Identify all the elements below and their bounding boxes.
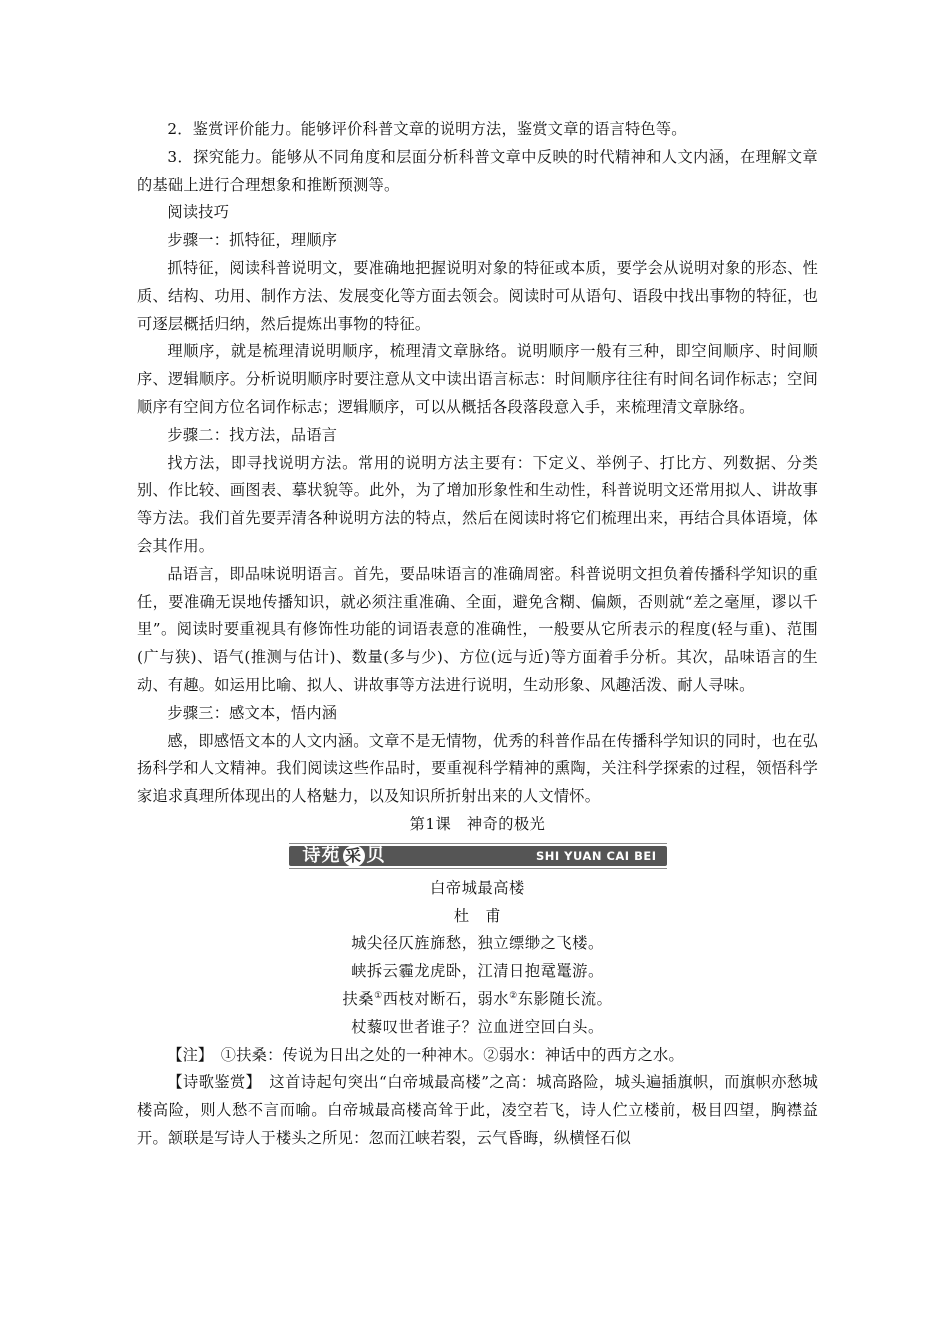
document-page [137, 116, 818, 1153]
paragraph-inquiry-ability: 3．探究能力。能够从不同角度和层面分析科普文章中反映的时代精神和人文内涵，在理解文章的基础上进行合理想象和推断预测等。 [137, 147, 818, 194]
poem-line-1: 城尖径仄旌旆愁，独立缥缈之飞楼。 [351, 934, 604, 953]
footnote-marker-2: ② [509, 990, 518, 1001]
poem-author: 杜 甫 [453, 906, 502, 925]
notes-text: ①扶桑：传说为日出之处的一种神木。②弱水：神话中的西方之水。 [220, 1045, 684, 1064]
heading-step-one: 步骤一：抓特征，理顺序 [167, 231, 338, 250]
poem-line-3-part-a: 扶桑 [342, 989, 375, 1008]
poem-line-3-part-b: 西枝对断石，弱水 [382, 989, 510, 1008]
appreciation-text: 这首诗起句突出“白帝城最高楼”之高：城高路险，城头遍插旗帜，而旗帜亦愁城楼高险，则人愁不言而喻。白帝城最高楼高耸于此，凌空若飞，诗人伫立楼前，极目四望，胸襟益开。颔联是写诗人于楼头之所见：忽而江峡若裂，云气昏晦，纵横怪石似 [137, 1073, 819, 1147]
poem-line-2: 峡拆云霾龙虎卧，江清日抱鼋鼍游。 [351, 962, 604, 981]
heading-reading-skills: 阅读技巧 [167, 203, 230, 222]
poem-line-3-part-c: 东影随长流。 [517, 989, 613, 1008]
paragraph-taste-language: 品语言，即品味说明语言。首先，要品味语言的准确周密。科普说明文担负着传播科学知识的重任，要准确无误地传播知识，就必须注重准确、全面，避免含糊、偏颇，否则就“差之毫厘，谬以千里”。阅读时要重视具有修饰性功能的词语表意的准确性，一般要从它所表示的程度(轻与重)、范围(广与狭)、语气(推测与估计)、数量(多与少)、方位(远与近)等方面着手分析。其次，品味语言的生动、有趣。如运用比喻、拟人、讲故事等方法进行说明，生动形象、风趣活泼、耐人寻味。 [137, 564, 818, 694]
poem-line-4: 杖藜叹世者谁子？泣血迸空回白头。 [351, 1017, 604, 1036]
paragraph-grasp-features: 抓特征，阅读科普说明文，要准确地把握说明对象的特征或本质，要学会从说明对象的形态、性质、结构、功用、制作方法、发展变化等方面去领会。阅读时可从语句、语段中找出事物的特征，也可逐层概括归纳，然后提炼出事物的特征。 [137, 258, 818, 333]
poem-title: 白帝城最高楼 [430, 878, 525, 897]
paragraph-feel-text: 感，即感悟文本的人文内涵。文章不是无情物，优秀的科普作品在传播科学知识的同时，也在弘扬科学和人文精神。我们阅读这些作品时，要重视科学精神的熏陶，关注科学探索的过程，领悟科学家追求真理所体现出的人格魅力，以及知识所折射出来的人文情怀。 [137, 731, 818, 806]
notes-tag: 【注】 [167, 1045, 206, 1064]
poem-notes [137, 1042, 818, 1070]
paragraph-find-methods: 找方法，即寻找说明方法。常用的说明方法主要有：下定义、举例子、打比方、列数据、分类别、作比较、画图表、摹状貌等。此外，为了增加形象性和生动性，科普说明文还常用拟人、讲故事等方法。我们首先要弄清各种说明方法的特点，然后在阅读时将它们梳理出来，再结合具体语境，体会其作用。 [137, 453, 818, 555]
banner-chinese-title [303, 843, 386, 869]
heading-step-two: 步骤二：找方法，品语言 [167, 425, 338, 444]
section-banner [289, 843, 667, 869]
paragraph-order: 理顺序，就是梳理清说明顺序，梳理清文章脉络。说明顺序一般有三种，即空间顺序、时间顺序、逻辑顺序。分析说明顺序时要注意从文中读出语言标志：时间顺序往往有时间名词作标志；空间顺序有空间方位名词作标志；逻辑顺序，可以从概括各段落段意入手，来梳理清文章脉络。 [137, 342, 818, 416]
poem-appreciation [137, 1069, 818, 1152]
lesson-title: 第1课 神奇的极光 [409, 814, 546, 833]
poem-line-3 [137, 986, 818, 1014]
footnote-marker-1: ① [374, 990, 383, 1001]
appreciation-tag: 【诗歌鉴赏】 [167, 1073, 254, 1092]
banner-title-part2: 贝 [366, 844, 386, 866]
banner-pinyin-title: SHI YUAN CAI BEI [535, 848, 657, 863]
banner-circle-character: 采 [343, 845, 365, 867]
paragraph-appreciation-ability: 2．鉴赏评价能力。能够评价科普文章的说明方法，鉴赏文章的语言特色等。 [167, 120, 687, 138]
banner-title-part1: 诗苑 [302, 844, 341, 866]
heading-step-three: 步骤三：感文本，悟内涵 [167, 703, 338, 722]
